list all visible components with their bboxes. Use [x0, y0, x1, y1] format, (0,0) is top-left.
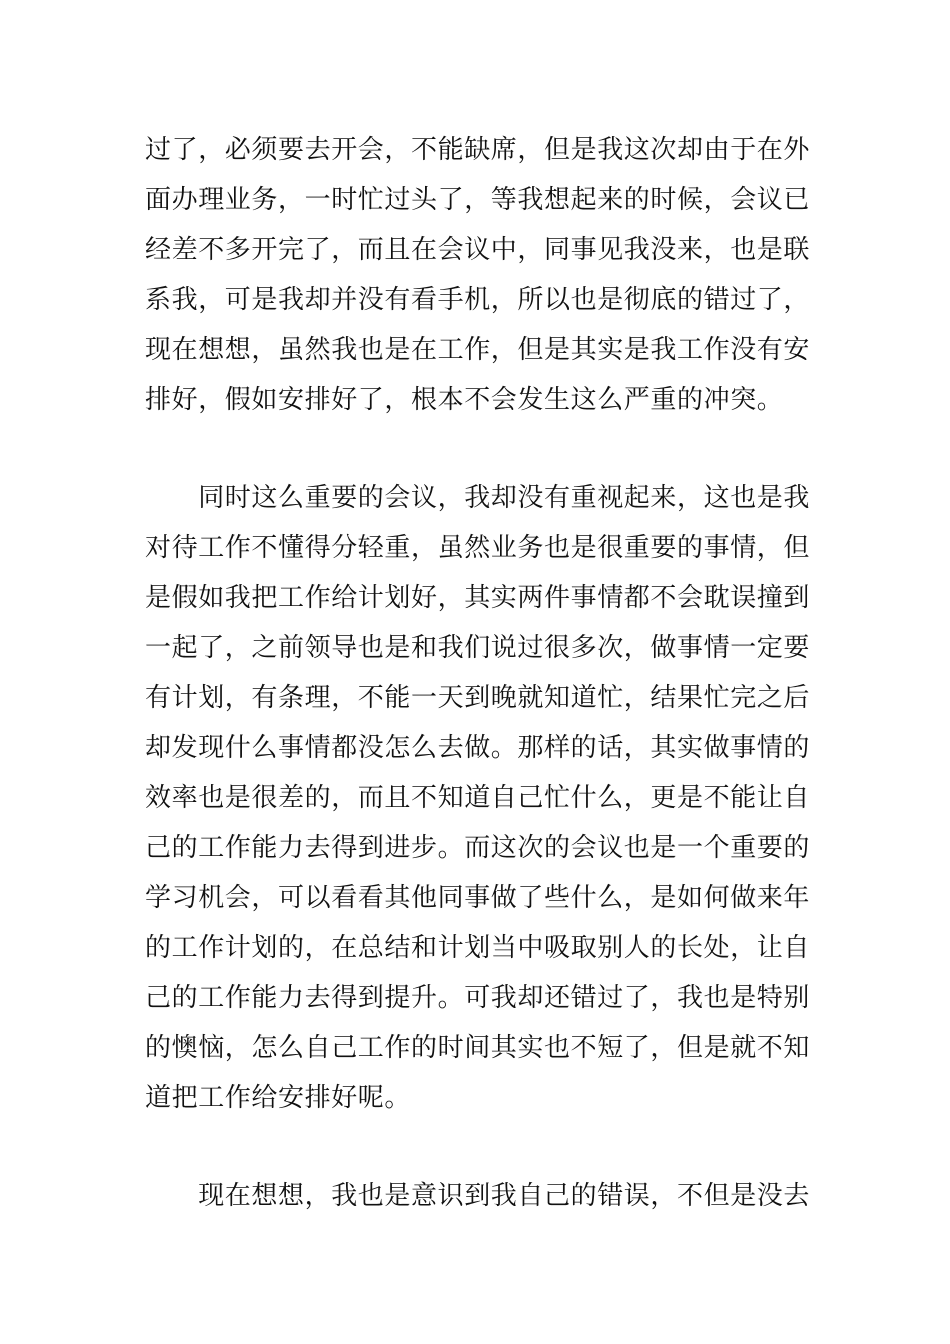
text-line: 的懊恼，怎么自己工作的时间其实也不短了，但是就不知 — [145, 1033, 811, 1063]
paragraph-1 — [145, 125, 810, 425]
text-line: 对待工作不懂得分轻重，虽然业务也是很重要的事情，但 — [145, 533, 811, 563]
text-line: 系我，可是我却并没有看手机，所以也是彻底的错过了， — [145, 285, 811, 315]
text-line: 是假如我把工作给计划好，其实两件事情都不会耽误撞到 — [145, 583, 811, 613]
text-line: 经差不多开完了，而且在会议中，同事见我没来，也是联 — [145, 235, 811, 265]
text-line: 却发现什么事情都没怎么去做。那样的话，其实做事情的 — [145, 733, 811, 763]
text-line: 道把工作给安排好呢。 — [145, 1083, 412, 1113]
text-line: 面办理业务，一时忙过头了，等我想起来的时候，会议已 — [145, 185, 811, 215]
text-line: 的工作计划的，在总结和计划当中吸取别人的长处，让自 — [145, 933, 811, 963]
text-line: 过了，必须要去开会，不能缺席，但是我这次却由于在外 — [145, 135, 811, 165]
text-line: 有计划，有条理，不能一天到晚就知道忙，结果忙完之后 — [145, 683, 811, 713]
text-line: 学习机会，可以看看其他同事做了些什么，是如何做来年 — [145, 883, 811, 913]
text-line: 现在想想，虽然我也是在工作，但是其实是我工作没有安 — [145, 335, 811, 365]
text-line: 一起了，之前领导也是和我们说过很多次，做事情一定要 — [145, 633, 811, 663]
paragraph-3 — [145, 1171, 810, 1221]
text-line: 己的工作能力去得到进步。而这次的会议也是一个重要的 — [145, 833, 811, 863]
text-line: 效率也是很差的，而且不知道自己忙什么，更是不能让自 — [145, 783, 811, 813]
text-line: 己的工作能力去得到提升。可我却还错过了，我也是特别 — [145, 983, 811, 1013]
text-line: 现在想想，我也是意识到我自己的错误，不但是没去 — [145, 1181, 811, 1211]
text-line: 同时这么重要的会议，我却没有重视起来，这也是我 — [145, 483, 811, 513]
paragraph-2 — [145, 473, 810, 1123]
text-line: 排好，假如安排好了，根本不会发生这么严重的冲突。 — [145, 385, 784, 415]
